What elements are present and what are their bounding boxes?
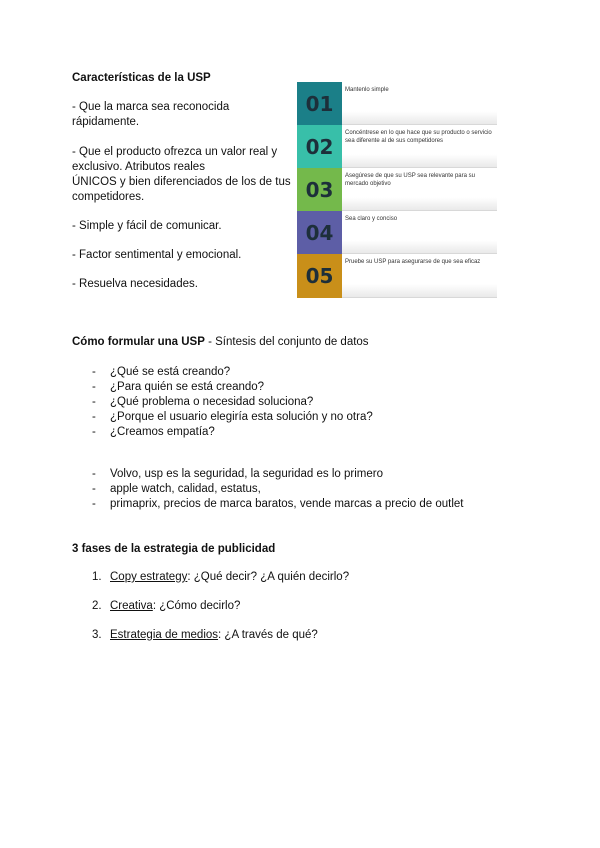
section-title-formular: Cómo formular una USP — [72, 336, 205, 348]
bullet-line: competidores. — [72, 191, 145, 203]
list-item: ¿Qué se está creando? — [110, 366, 231, 378]
bullet-item — [72, 219, 222, 234]
section-title-fases: 3 fases de la estrategia de publicidad — [72, 543, 276, 555]
bullet-line: ÚNICOS y bien diferenciados de los de tus — [72, 176, 291, 188]
bullet-item — [72, 145, 291, 205]
phase-rest: : ¿A través de qué? — [218, 629, 318, 641]
bullet-line: - Que el producto ofrezca un valor real y — [72, 146, 278, 158]
step-text: Concéntrese en lo que hace que su producto o servicio sea diferente al de sus competidores — [345, 130, 492, 144]
list-dash: - — [92, 498, 96, 510]
step-02 — [297, 125, 497, 168]
list-item: Volvo, usp es la seguridad, la seguridad es lo primero — [110, 468, 383, 480]
step-04 — [297, 211, 497, 254]
phase-item — [110, 600, 240, 612]
phase-term: Creativa — [110, 600, 153, 612]
list-dash: - — [92, 381, 96, 393]
list-item: apple watch, calidad, estatus, — [110, 483, 261, 495]
step-03 — [297, 168, 497, 211]
list-dash: - — [92, 396, 96, 408]
step-number: 02 — [297, 125, 342, 168]
step-text: Asegúrese de que su USP sea relevante para su mercado objetivo — [345, 173, 475, 187]
step-text: Mantenlo simple — [345, 87, 389, 93]
step-number: 05 — [297, 254, 342, 298]
list-item: ¿Creamos empatía? — [110, 426, 215, 438]
bullet-line: exclusivo. Atributos reales — [72, 161, 205, 173]
phase-item — [110, 629, 318, 641]
phase-term: Copy estrategy — [110, 571, 188, 583]
step-number: 01 — [297, 82, 342, 125]
phase-number: 1. — [92, 571, 102, 583]
bullet-line: rápidamente. — [72, 116, 140, 128]
step-01 — [297, 82, 497, 125]
bullet-line: - Que la marca sea reconocida — [72, 101, 230, 113]
list-dash: - — [92, 411, 96, 423]
list-dash: - — [92, 366, 96, 378]
phase-number: 2. — [92, 600, 102, 612]
list-dash: - — [92, 468, 96, 480]
list-item: primaprix, precios de marca baratos, vende marcas a precio de outlet — [110, 498, 464, 510]
list-dash: - — [92, 426, 96, 438]
list-item: ¿Para quién se está creando? — [110, 381, 265, 393]
step-number: 03 — [297, 168, 342, 211]
bullet-line: - Simple y fácil de comunicar. — [72, 220, 222, 232]
section-subtitle: - Síntesis del conjunto de datos — [204, 336, 369, 348]
step-text: Pruebe su USP para asegurarse de que sea eficaz — [345, 259, 481, 265]
bullet-item — [72, 248, 241, 263]
phase-rest: : ¿Cómo decirlo? — [152, 600, 241, 612]
bullet-item — [72, 100, 229, 130]
phase-rest: : ¿Qué decir? ¿A quién decirlo? — [187, 571, 350, 583]
phase-item — [110, 571, 349, 583]
step-05 — [297, 254, 497, 298]
bullet-line: - Resuelva necesidades. — [72, 278, 198, 290]
list-item: ¿Qué problema o necesidad soluciona? — [110, 396, 314, 408]
bullet-line: - Factor sentimental y emocional. — [72, 249, 242, 261]
phase-term: Estrategia de medios — [110, 629, 219, 641]
step-text: Sea claro y conciso — [345, 216, 398, 222]
step-number: 04 — [297, 211, 342, 254]
section-title-caracteristicas: Características de la USP — [72, 72, 211, 84]
usp-steps-graphic — [297, 82, 497, 298]
section-heading-formular — [72, 336, 369, 348]
list-dash: - — [92, 483, 96, 495]
bullet-item — [72, 277, 198, 292]
list-item: ¿Porque el usuario elegiría esta solución y no otra? — [110, 411, 373, 423]
phase-number: 3. — [92, 629, 102, 641]
